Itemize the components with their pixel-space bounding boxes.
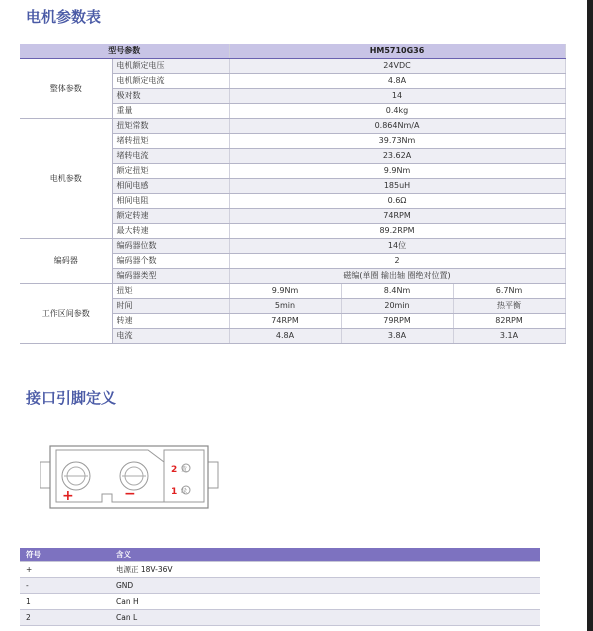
param-label: 电机额定电压: [112, 59, 229, 74]
header-label: 型号参数: [20, 44, 229, 59]
connector-diagram: [40, 440, 220, 512]
param-value: 74RPM: [229, 209, 565, 224]
motor-params-table: [20, 44, 566, 344]
param-value: 14: [229, 89, 565, 104]
param-value: 3.8A: [341, 329, 453, 344]
param-value: 4.8A: [229, 74, 565, 89]
pin-meaning: 电源正 18V-36V: [110, 562, 540, 578]
param-value: 79RPM: [341, 314, 453, 329]
pin-meaning: GND: [110, 578, 540, 594]
param-value: 0.6Ω: [229, 194, 565, 209]
param-value: 0.4kg: [229, 104, 565, 119]
param-label: 编码器个数: [112, 254, 229, 269]
param-value: 20min: [341, 299, 453, 314]
param-value: 23.62A: [229, 149, 565, 164]
param-label: 堵转电流: [112, 149, 229, 164]
param-label: 扭矩常数: [112, 119, 229, 134]
param-value: 8.4Nm: [341, 284, 453, 299]
pin-symbol: 2: [20, 610, 110, 626]
param-label: 转速: [112, 314, 229, 329]
param-value: 14位: [229, 239, 565, 254]
model-name: HM5710G36: [229, 44, 565, 59]
param-label: 最大转速: [112, 224, 229, 239]
connector-drawing: [40, 440, 220, 512]
param-label: 额定扭矩: [112, 164, 229, 179]
plus-label: +: [62, 488, 74, 504]
pin-symbol: 1: [20, 594, 110, 610]
group-label: 电机参数: [20, 119, 112, 239]
param-value: 9.9Nm: [229, 164, 565, 179]
table-header-row: [20, 44, 565, 59]
group-label: 整体参数: [20, 59, 112, 119]
param-value: 热平衡: [453, 299, 565, 314]
pin-meaning: Can H: [110, 594, 540, 610]
param-value: 74RPM: [229, 314, 341, 329]
pin2-number: 2: [171, 465, 178, 475]
param-value: 3.1A: [453, 329, 565, 344]
param-label: 堵转扭矩: [112, 134, 229, 149]
param-value: 89.2RPM: [229, 224, 565, 239]
param-value: 2: [229, 254, 565, 269]
pin-symbol: -: [20, 578, 110, 594]
param-label: 扭矩: [112, 284, 229, 299]
table-row: [20, 239, 565, 254]
param-label: 时间: [112, 299, 229, 314]
table-row: [20, 562, 540, 578]
param-label: 电机额定电流: [112, 74, 229, 89]
table-row: [20, 578, 540, 594]
params-title: 电机参数表: [26, 8, 102, 26]
param-value: 185uH: [229, 179, 565, 194]
param-label: 电流: [112, 329, 229, 344]
param-value: 24VDC: [229, 59, 565, 74]
param-value: 磁编(单圈 输出轴 圈绝对位置): [229, 269, 565, 284]
table-header-row: [20, 548, 540, 562]
table-row: [20, 610, 540, 626]
table-row: [20, 59, 565, 74]
window-edge: [587, 0, 593, 631]
table-row: [20, 284, 565, 299]
param-value: 4.8A: [229, 329, 341, 344]
param-label: 相间电感: [112, 179, 229, 194]
param-value: 6.7Nm: [453, 284, 565, 299]
pin1-tag: 绿: [181, 488, 188, 495]
pin2-tag: 黄: [181, 466, 188, 473]
param-label: 编码器位数: [112, 239, 229, 254]
param-value: 82RPM: [453, 314, 565, 329]
table-row: [20, 594, 540, 610]
minus-label: −: [124, 486, 136, 502]
pin-definition-table: [20, 548, 540, 626]
param-label: 极对数: [112, 89, 229, 104]
param-value: 9.9Nm: [229, 284, 341, 299]
header-meaning: 含义: [110, 548, 540, 562]
table-row: [20, 119, 565, 134]
param-value: 39.73Nm: [229, 134, 565, 149]
param-label: 额定转速: [112, 209, 229, 224]
pins-title: 接口引脚定义: [26, 389, 117, 407]
param-label: 编码器类型: [112, 269, 229, 284]
group-label: 编码器: [20, 239, 112, 284]
param-value: 5min: [229, 299, 341, 314]
header-symbol: 符号: [20, 548, 110, 562]
pin-meaning: Can L: [110, 610, 540, 626]
param-value: 0.864Nm/A: [229, 119, 565, 134]
pin-symbol: +: [20, 562, 110, 578]
param-label: 相间电阻: [112, 194, 229, 209]
group-label: 工作区间参数: [20, 284, 112, 344]
pin1-number: 1: [171, 487, 178, 497]
param-label: 重量: [112, 104, 229, 119]
